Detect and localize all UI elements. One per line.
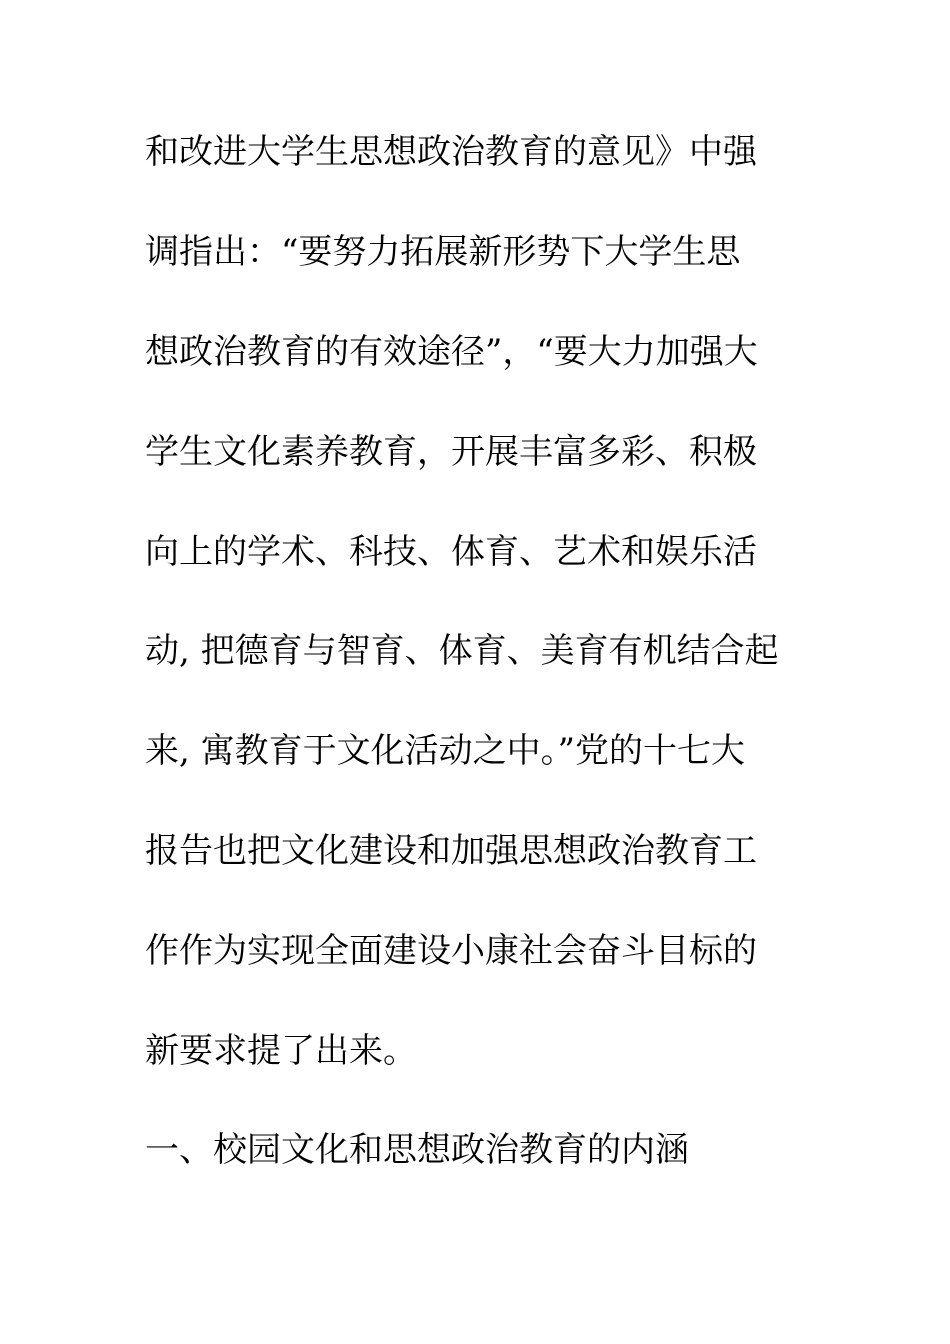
paragraph-line: 调指出：“要努力拓展新形势下大学生思	[145, 232, 741, 272]
paragraph-line: 报告也把文化建设和加强思想政治教育工	[145, 831, 757, 871]
paragraph-line: 动, 把德育与智育、体育、美育有机结合起	[145, 631, 779, 671]
paragraph-line: 作作为实现全面建设小康社会奋斗目标的	[145, 931, 757, 971]
paragraph-line: 学生文化素养教育，开展丰富多彩、积极	[145, 432, 757, 472]
paragraph-line: 新要求提了出来。	[145, 1031, 417, 1071]
paragraph-line: 想政治教育的有效途径”，“要大力加强大	[145, 332, 758, 372]
paragraph-line: 和改进大学生思想政治教育的意见》中强	[145, 132, 757, 172]
paragraph-line: 来, 寓教育于文化活动之中。”党的十七大	[145, 731, 745, 771]
section-heading: 一、校园文化和思想政治教育的内涵	[145, 1130, 689, 1170]
paragraph-line: 向上的学术、科技、体育、艺术和娱乐活	[145, 532, 757, 572]
